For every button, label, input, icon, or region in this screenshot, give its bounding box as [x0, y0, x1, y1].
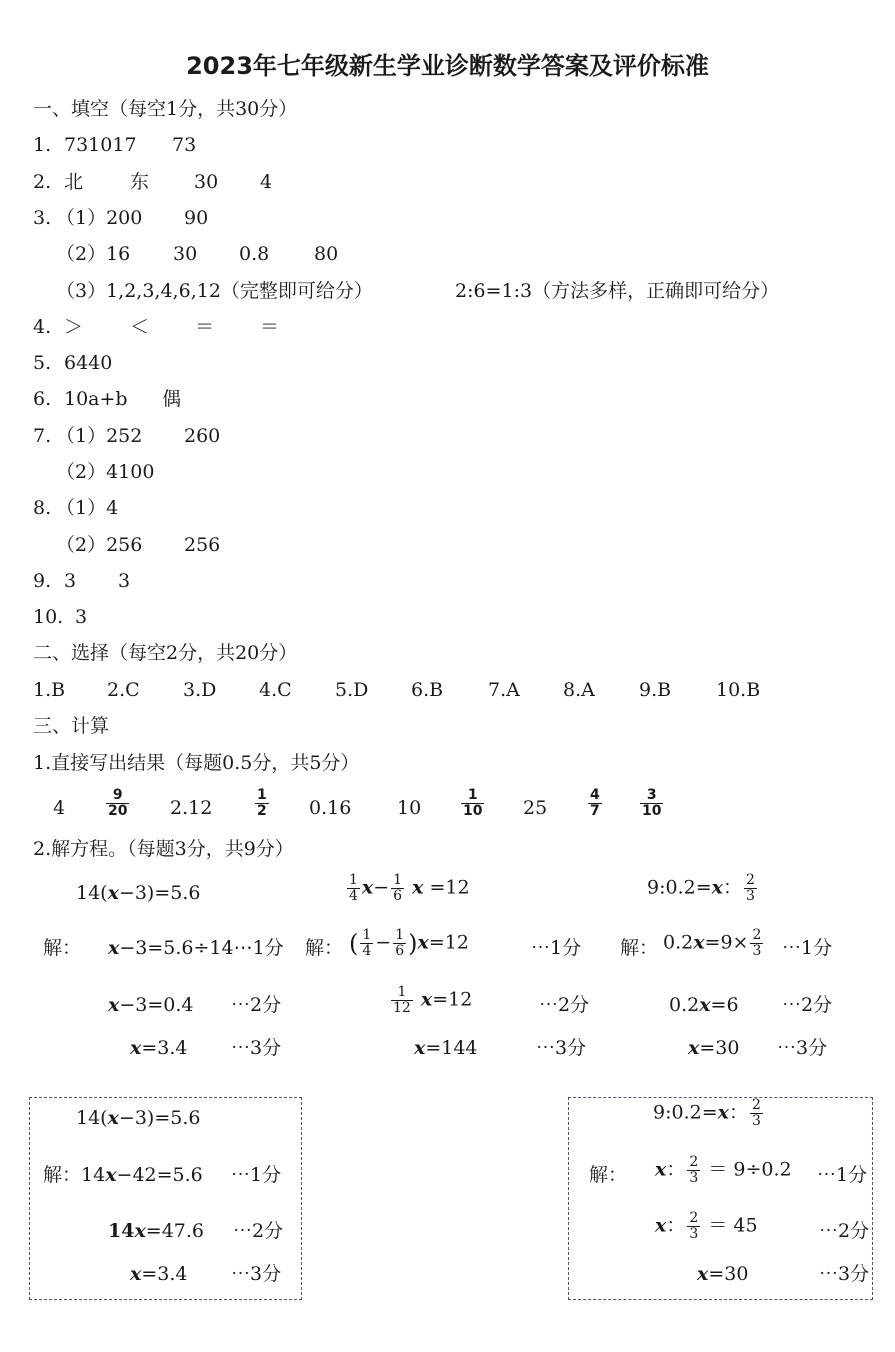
score-marker: ⋯1分	[531, 937, 582, 959]
score-marker: ⋯1分	[231, 1164, 282, 1186]
result-value: 4	[53, 797, 66, 819]
solution-step: ( $\frac{1}{4}$ − $\frac{1}{6}$ )x=12	[349, 927, 469, 959]
score-marker: ⋯2分	[539, 994, 590, 1016]
answer-value: （2）16	[56, 243, 131, 265]
answer-value: 3	[64, 570, 77, 592]
solution-step: x=30	[697, 1263, 749, 1285]
score-marker: ⋯2分	[233, 1220, 284, 1242]
solution-step: x=30	[688, 1037, 740, 1059]
answer-value: 0.8	[239, 243, 270, 265]
solve-label: 解：	[620, 937, 659, 959]
solution-step: 14x=47.6	[108, 1220, 205, 1242]
answer-value: 北	[64, 171, 84, 193]
answer-value: ＞	[64, 316, 84, 338]
choice-answer: 5.D	[335, 679, 369, 701]
result-value: 25	[523, 797, 548, 819]
section-fill-blank-heading: 一、填空（每空1分，共30分）	[33, 98, 298, 120]
q-number: 3.	[33, 207, 52, 229]
choice-answer: 7.A	[488, 679, 520, 701]
solution-step: 0.2x=9× $\frac{2}{3}$	[663, 927, 762, 959]
q-number: 8.	[33, 497, 52, 519]
answer-value: （1）252	[56, 425, 143, 447]
result-fraction: $\frac{9}{20}$	[108, 787, 128, 819]
answer-value: 偶	[162, 388, 182, 410]
answer-value: 90	[184, 207, 209, 229]
answer-value: 10a+b	[64, 388, 128, 410]
choice-answer: 2.C	[107, 679, 140, 701]
score-marker: ⋯3分	[231, 1263, 282, 1285]
q-number: 6.	[33, 388, 52, 410]
result-value: 0.16	[309, 797, 352, 819]
answer-value: 30	[173, 243, 198, 265]
answer-value: 东	[130, 171, 150, 193]
answer-value: （1）4	[56, 497, 119, 519]
q-number: 10.	[33, 606, 64, 628]
answer-value: 2:6=1:3（方法多样，正确即可给分）	[455, 280, 780, 302]
result-fraction: $\frac{3}{10}$	[642, 787, 662, 819]
answer-value: （3）1,2,3,4,6,12（完整即可给分）	[56, 280, 373, 302]
answer-value: 3	[118, 570, 131, 592]
answer-value: 3	[75, 606, 88, 628]
section-choice-heading: 二、选择（每空2分，共20分）	[33, 642, 298, 664]
choice-answer: 10.B	[716, 679, 761, 701]
q-number: 1.	[33, 134, 52, 156]
choice-answer: 6.B	[411, 679, 444, 701]
answer-value: （2）256	[56, 534, 143, 556]
answer-value: 73	[172, 134, 197, 156]
equation-problem: 9:0.2=x： $\frac{2}{3}$	[653, 1097, 761, 1129]
answer-value: ＝	[260, 316, 280, 338]
answer-value: 30	[194, 171, 219, 193]
solve-label: 解：	[589, 1164, 628, 1186]
answer-value: 80	[314, 243, 339, 265]
solve-label: 解：	[305, 937, 344, 959]
choice-answer: 4.C	[259, 679, 292, 701]
answer-value: 731017	[64, 134, 137, 156]
q-number: 4.	[33, 316, 52, 338]
result-fraction: $\frac{1}{10}$	[463, 787, 483, 819]
equations-heading: 2.解方程。（每题3分，共9分）	[33, 838, 294, 860]
equation-problem: 14(x−3)=5.6	[76, 1107, 201, 1129]
score-marker: ⋯2分	[231, 994, 282, 1016]
score-marker: ⋯1分	[817, 1164, 868, 1186]
answer-value: （1）200	[56, 207, 143, 229]
answer-value: 4	[260, 171, 273, 193]
solution-step: $\frac{1}{12}$ x=12	[393, 984, 473, 1016]
solution-step: x−3=0.4	[108, 994, 194, 1016]
score-marker: ⋯2分	[782, 994, 833, 1016]
solution-step: 0.2x=6	[669, 994, 739, 1016]
choice-answer: 3.D	[183, 679, 217, 701]
solution-step: x=3.4	[130, 1263, 188, 1285]
solution-step: x： $\frac{2}{3}$ ＝ 45	[655, 1210, 758, 1242]
section-calc-heading: 三、计算	[33, 715, 110, 737]
q-number: 5.	[33, 352, 52, 374]
solve-label: 解：	[43, 937, 82, 959]
result-fraction: $\frac{4}{7}$	[590, 787, 600, 819]
answer-value: ＝	[195, 316, 215, 338]
choice-answer: 1.B	[33, 679, 66, 701]
answer-value: （2）4100	[56, 461, 155, 483]
score-marker: ⋯3分	[536, 1037, 587, 1059]
solution-step: x=3.4	[130, 1037, 188, 1059]
score-marker: ⋯3分	[777, 1037, 828, 1059]
answer-value: 260	[184, 425, 221, 447]
answer-value: 256	[184, 534, 221, 556]
q-number: 2.	[33, 171, 52, 193]
page-title: 2023年七年级新生学业诊断数学答案及评价标准	[186, 52, 709, 80]
answer-value: ＜	[130, 316, 150, 338]
direct-results-heading: 1.直接写出结果（每题0.5分，共5分）	[33, 752, 360, 774]
result-value: 10	[397, 797, 422, 819]
choice-answer: 8.A	[563, 679, 595, 701]
score-marker: ⋯3分	[819, 1263, 870, 1285]
q-number: 7.	[33, 425, 52, 447]
solution-step: x=144	[414, 1037, 478, 1059]
score-marker: ⋯2分	[819, 1220, 870, 1242]
equation-problem: 9:0.2=x： $\frac{2}{3}$	[647, 872, 755, 904]
result-value: 2.12	[170, 797, 213, 819]
q-number: 9.	[33, 570, 52, 592]
solution-step: 解：14x−42=5.6	[43, 1164, 203, 1186]
answer-value: 6440	[64, 352, 113, 374]
result-fraction: $\frac{1}{2}$	[257, 787, 267, 819]
solution-step: x： $\frac{2}{3}$ ＝ 9÷0.2	[655, 1154, 792, 1186]
solution-step: x−3=5.6÷14⋯1分	[108, 937, 284, 959]
score-marker: ⋯3分	[231, 1037, 282, 1059]
equation-problem: 14(x−3)=5.6	[76, 882, 201, 904]
choice-answer: 9.B	[639, 679, 672, 701]
equation-problem: $\frac{1}{4}$ x− $\frac{1}{6}$ x =12	[349, 872, 470, 904]
score-marker: ⋯1分	[782, 937, 833, 959]
